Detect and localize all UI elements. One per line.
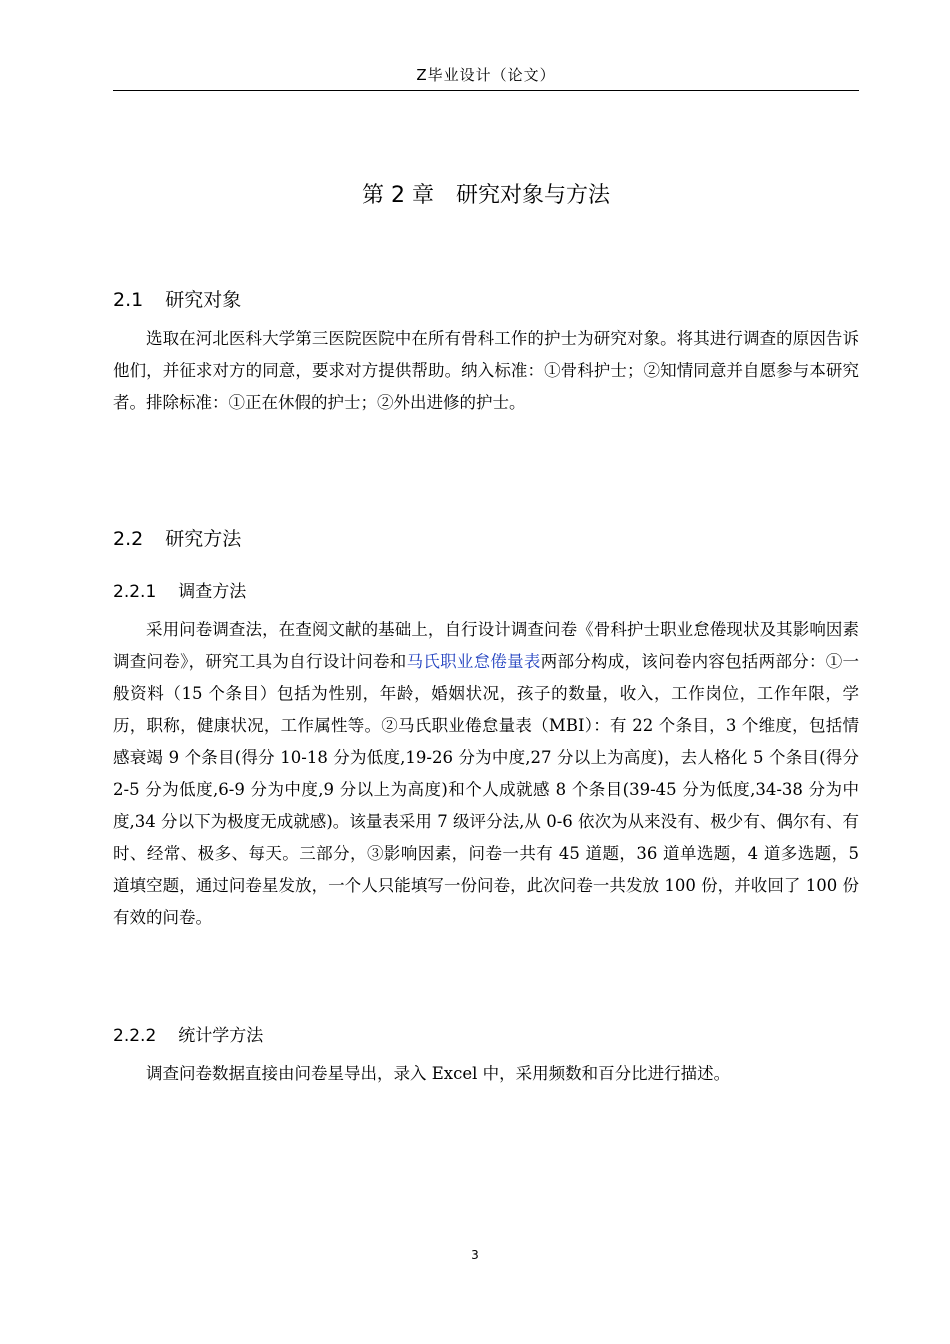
section-2-1-heading xyxy=(113,285,241,312)
chapter-title: 第 2 章 研究对象与方法 xyxy=(362,183,610,208)
paragraph-text-before-link: 采用问卷调查法，在查阅文献的基础上，自行设计调查问卷《骨科护士职业怠倦现状及其影响因素调查问卷》，研究工具为自行设计问卷和 xyxy=(113,620,859,671)
section-2-2-2-heading xyxy=(113,1021,263,1046)
section-2-2-2-title: 统计学方法 xyxy=(178,1026,264,1046)
page-number: 3 xyxy=(471,1248,479,1262)
section-2-2-1-paragraph xyxy=(113,614,859,934)
page-header-title: Z毕业设计（论文） xyxy=(416,66,556,84)
section-2-2-1-title: 调查方法 xyxy=(178,582,247,602)
section-2-1-title: 研究对象 xyxy=(165,289,242,311)
header-divider xyxy=(113,90,859,91)
section-2-1-number: 2.1 xyxy=(113,289,144,311)
section-2-2-1-number: 2.2.1 xyxy=(113,582,157,602)
section-2-2-title: 研究方法 xyxy=(165,528,242,550)
mbi-scale-link[interactable]: 马氏职业怠倦量表 xyxy=(406,652,541,671)
section-2-1-paragraph: 选取在河北医科大学第三医院医院中在所有骨科工作的护士为研究对象。将其进行调查的原因告诉他们，并征求对方的同意，要求对方提供帮助。纳入标准：①骨科护士；②知情同意并自愿参与本研究者。排除标准：①正在休假的护士；②外出进修的护士。 xyxy=(113,329,859,412)
section-2-2-number: 2.2 xyxy=(113,528,144,550)
section-2-2-2-number: 2.2.2 xyxy=(113,1026,157,1046)
section-2-2-heading xyxy=(113,524,241,551)
paragraph-text-after-link: 两部分构成，该问卷内容包括两部分：①一般资料（15 个条目）包括为性别，年龄，婚姻状况，孩子的数量，收入，工作岗位，工作年限，学历，职称，健康状况，工作属性等。②马氏职业倦怠量表（MBI）：有 22 个条目，3 个维度，包括情感衰竭 9 个条目(得分 10-18 分为低度,19-26 分为中度,27 分以上为高度)，去人格化 5 个条目(得分 2-5 分为低度,6-9 分为中度,9 分以上为高度)和个人成就感 8 个条目(39-45 分为低度,34-38 分为中度,34 分以下为极度无成就感)。该量表采用 7 级评分法,从 0-6 依次为从来没有、极少有、偶尔有、有时、经常、极多、每天。三部分，③影响因素，问卷一共有 45 道题，36 道单选题，4 道多选题，5 道填空题，通过问卷星发放，一个人只能填写一份问卷，此次问卷一共发放 100 份，并收回了 100 份有效的问卷。 xyxy=(113,652,860,927)
section-2-2-1-heading xyxy=(113,577,246,602)
section-2-2-2-paragraph: 调查问卷数据直接由问卷星导出，录入 Excel 中，采用频数和百分比进行描述。 xyxy=(146,1064,731,1083)
